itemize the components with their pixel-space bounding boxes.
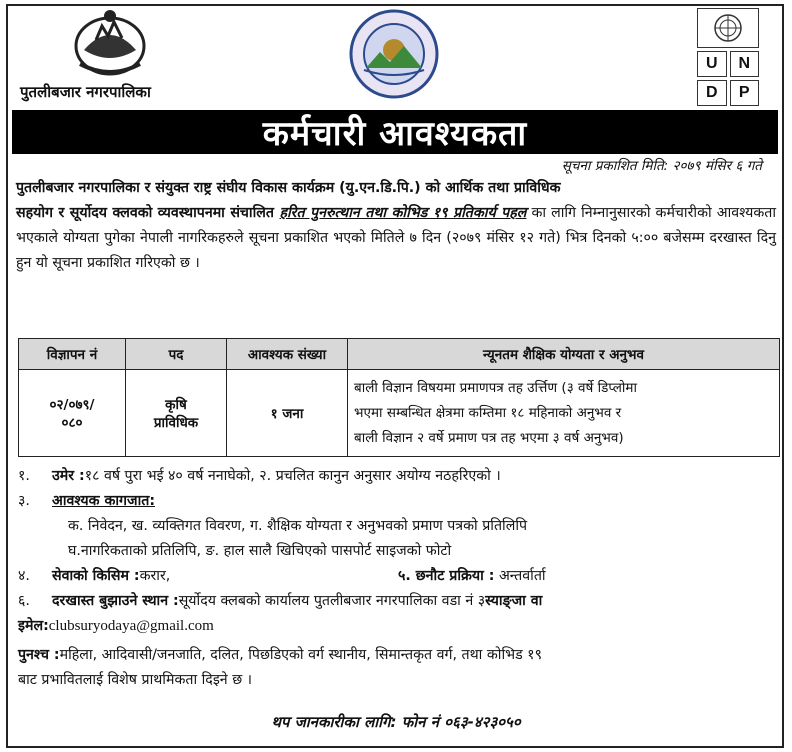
- item-number: ६.: [18, 593, 30, 609]
- selection-process: [398, 564, 778, 589]
- notice-title-banner: कर्मचारी आवश्यकता: [12, 110, 778, 154]
- service-type-label: सेवाको किसिम :: [52, 568, 140, 584]
- selection-text: अन्तर्वार्ता: [494, 568, 546, 584]
- item-number: ४.: [18, 568, 30, 584]
- undp-letter: P: [730, 80, 760, 106]
- adv-no-line: ०८०: [61, 415, 83, 431]
- post-cell: [126, 370, 227, 457]
- col-post: पद: [126, 339, 227, 370]
- post-line: प्राविधिक: [153, 415, 199, 431]
- un-globe-icon: [697, 8, 759, 48]
- note-row: [18, 643, 778, 668]
- documents-line: क. निवेदन, ख. व्यक्तिगत विवरण, ग. शैक्षिक योग्यता र अनुभवको प्रमाण पत्रको प्रतिलिपि: [68, 518, 528, 534]
- nepal-emblem-logo: [70, 6, 150, 78]
- email-row: [18, 614, 778, 639]
- note-text: महिला, आदिवासी/जनजाति, दलित, पिछडिएको वर्ग स्थानीय, सिमान्तकृत वर्ग, तथा कोभिड १९: [59, 647, 542, 663]
- undp-logo: [697, 8, 759, 102]
- vacancy-table: [18, 338, 780, 457]
- table-header-row: [19, 339, 780, 370]
- program-name: हरित पुनरुत्थान तथा कोभिड १९ प्रतिकार्य पहल: [279, 205, 527, 221]
- submission-text: सूर्योदय क्लबको कार्यालय पुतलीबजार नगरपालिका वडा नं ३: [178, 593, 486, 609]
- item-number: १.: [18, 468, 30, 484]
- undp-letter: N: [730, 51, 760, 77]
- note-row: बाट प्रभावितलाई विशेष प्राथमिकता दिइने छ ।: [18, 672, 253, 688]
- intro-paragraph: [16, 176, 776, 276]
- age-text: १८ वर्ष पुरा भई ४० वर्ष ननाघेको, २. प्रचलित कानुन अनुसार अयोग्य नठहरिएको ।: [84, 468, 501, 484]
- qual-line: बाली विज्ञान २ वर्षे प्रमाण पत्र तह भएमा ३ वर्ष अनुभव): [354, 429, 624, 446]
- service-type-text: करार,: [139, 568, 171, 584]
- contact-footer: थप जानकारीका लागि: फोन नं ०६३-४२३०५०: [271, 713, 521, 731]
- email-label: इमेल:: [18, 618, 49, 634]
- count-cell: १ जना: [227, 370, 348, 457]
- selection-label: ५. छनौट प्रक्रिया :: [398, 568, 495, 584]
- undp-letter: D: [697, 80, 727, 106]
- age-label: उमेर :: [52, 468, 85, 484]
- qualification-cell: [348, 370, 780, 457]
- col-count: आवश्यक संख्या: [227, 339, 348, 370]
- submission-tail: स्याङ्जा वा: [485, 593, 543, 609]
- qual-line: भएमा सम्बन्धित क्षेत्रमा कम्तिमा १८ महिनाको अनुभव र: [354, 404, 622, 421]
- col-adv-no: विज्ञापन नं: [19, 339, 126, 370]
- undp-letter: U: [697, 51, 727, 77]
- service-selection-row: [18, 564, 778, 589]
- table-row: [19, 370, 780, 457]
- intro-line1: पुतलीबजार नगरपालिका र संयुक्त राष्ट्र संघीय विकास कार्यक्रम (यु.एन.डि.पि.) को आर्थिक तथा प्राविधिक: [16, 180, 561, 196]
- adv-no-line: ०२/०७९/: [49, 397, 95, 413]
- col-qualification: न्यूनतम शैक्षिक योग्यता र अनुभव: [348, 339, 780, 370]
- documents-label: आवश्यक कागजात:: [52, 493, 156, 509]
- intro-rest: का लागि निम्नानुसारको कर्मचारीको आवश्यकता भएकाले योग्यता पुगेका नेपाली नागरिकहरुले सूचना प्रकाशित भएको मितिले ७ दिन (२०७९ मंसिर १२ गते) भित्र दिनको ५:०० बजेसम्म दरखास्त दिनु हुन यो सूचना प्रकाशित गरिएको छ ।: [16, 205, 777, 271]
- publication-date: सूचना प्रकाशित मिति: २०७९ मंसिर ६ गते: [561, 158, 762, 174]
- adv-no-cell: [19, 370, 126, 457]
- note-label: पुनश्च :: [18, 647, 60, 663]
- conditions-list: [18, 464, 778, 693]
- item-number: ३.: [18, 493, 30, 509]
- submission-place: [18, 589, 778, 614]
- qual-line: बाली विज्ञान विषयमा प्रमाणपत्र तह उर्त्तिण (३ वर्षे डिप्लोमा: [354, 379, 637, 396]
- documents-heading: [18, 489, 778, 514]
- age-condition: [18, 464, 778, 489]
- email-address: clubsuryodaya@gmail.com: [48, 618, 214, 634]
- documents-line: घ.नागरिकताको प्रतिलिपि, ङ. हाल सालै खिचिएको पासपोर्ट साइजको फोटो: [68, 543, 452, 559]
- suryodaya-club-seal: [348, 8, 440, 100]
- post-line: कृषि: [165, 397, 187, 413]
- municipality-name: पुतलीबजार नगरपालिका: [20, 83, 151, 101]
- intro-line2: सहयोग र सूर्योदय क्लवको व्यवस्थापनमा संचालित: [16, 205, 280, 221]
- submission-label: दरखास्त बुझाउने स्थान :: [52, 593, 179, 609]
